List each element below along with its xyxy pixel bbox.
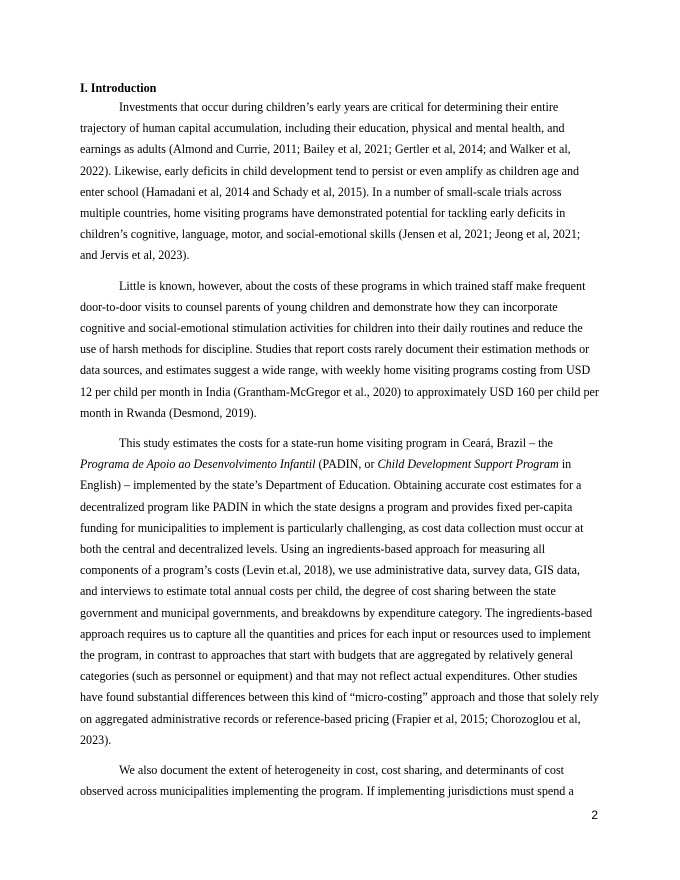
program-name-english: Child Development Support Program	[377, 457, 559, 472]
page-number: 2	[591, 808, 598, 822]
program-name-portuguese: Programa de Apoio ao Desenvolvimento Infantil	[80, 457, 316, 472]
paragraph-1: Investments that occur during children’s early years are critical for determining their entire trajectory of human capital accumulation, including their education, physical and mental health, and earnings as adults (Almond and Currie, 2011; Bailey et al, 2021; Gertler et al, 2014; and Walker et al, 2022). Likewise, early deficits in child development tend to persist or even amplify as children age and enter school (Hamadani et al, 2014 and Schady et al, 2015). In a number of small-scale trials across multiple countries, home visiting programs have demonstrated potential for tackling early deficits in children’s cognitive, language, motor, and social-emotional skills (Jensen et al, 2021; Jeong et al, 2021; and Jervis et al, 2023).	[80, 100, 581, 263]
paragraph-3-after: in English) – implemented by the state’s Department of Education. Obtaining accurate cost estimates for a decentralized program like PADIN in which the state designs a program and provides fixed per-capita funding for municipalities to implement is particularly challenging, as cost data collection must occur at both the central and decentralized levels. Using an ingredients-based approach for measuring all components of a program’s costs (Levin et.al, 2018), we use administrative data, survey data, GIS data, and interviews to estimate total annual costs per child, the degree of cost sharing between the state government and municipal governments, and breakdowns by expenditure category. The ingredients-based approach requires us to capture all the quantities and prices for each input or resources used to implement the program, in contrast to approaches that start with budgets that are aggregated by relatively general categories (such as personnel or equipment) and that may not reflect actual expenditures. Other studies have found substantial differences between this kind of “micro-costing” approach and those that solely rely on aggregated administrative records or reference-based pricing (Frapier et al, 2015; Chorozoglou et al, 2023).	[80, 457, 599, 747]
paragraph-4: We also document the extent of heterogeneity in cost, cost sharing, and determinants of cost observed across municipalities implementing the program. If implementing jurisdictions must spend a	[80, 763, 574, 799]
paragraph-2: Little is known, however, about the costs of these programs in which trained staff make frequent door-to-door visits to counsel parents of young children and demonstrate how they can incorporate cognitive and social-emotional stimulation activities for children into their daily routines and reduce the use of harsh methods for discipline. Studies that report costs rarely document their estimation methods or data sources, and estimates suggest a wide range, with weekly home visiting programs costing from USD 12 per child per month in India (Grantham-McGregor et al., 2020) to approximately USD 160 per child per month in Rwanda (Desmond, 2019).	[80, 278, 599, 420]
paragraph-3-before: This study estimates the costs for a state-run home visiting program in Ceará, Brazil – the	[119, 436, 553, 451]
document-page	[80, 79, 600, 812]
paragraph-3-middle: (PADIN, or	[315, 457, 378, 472]
paragraph-3	[80, 433, 600, 751]
section-heading: I. Introduction	[80, 81, 157, 95]
